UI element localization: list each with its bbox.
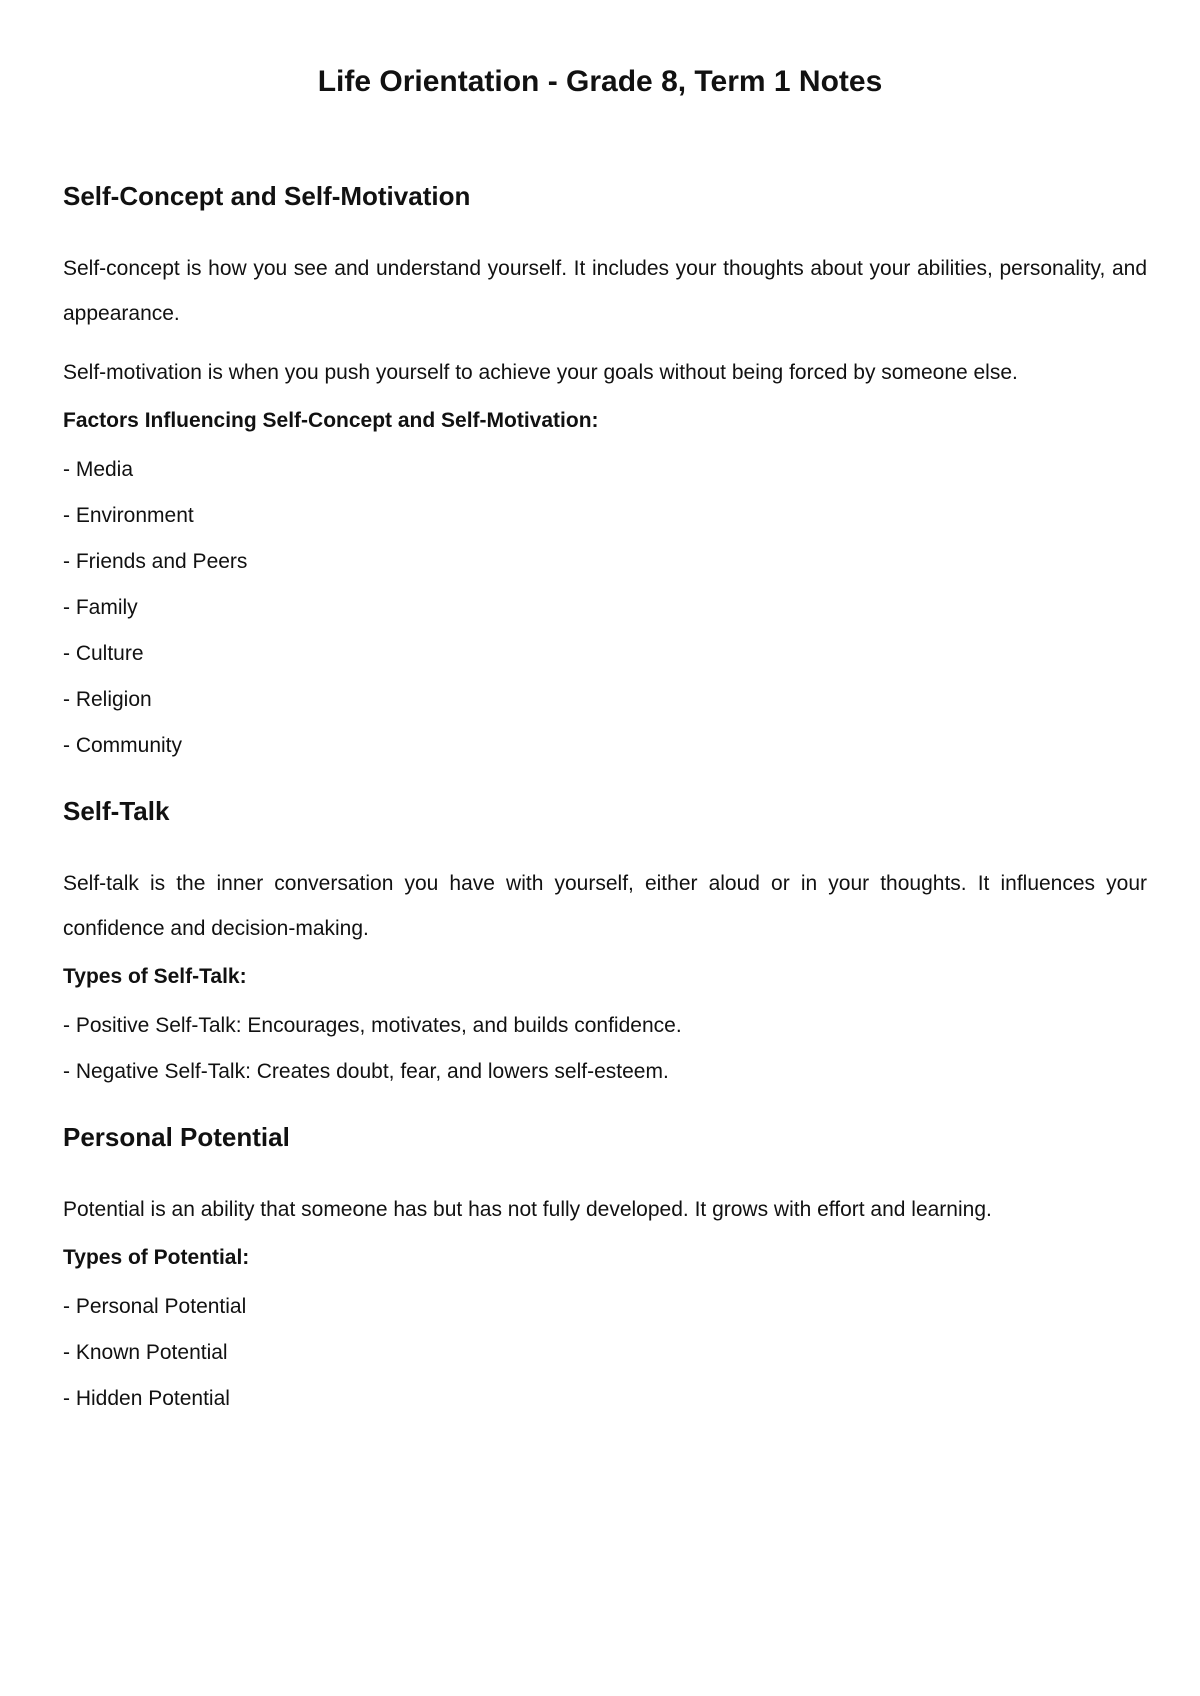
section-heading: Self-Talk [63,796,170,826]
section-heading: Self-Concept and Self-Motivation [63,181,471,211]
list-item: - Personal Potential [63,1295,247,1318]
section-personal-potential [63,1117,1147,1422]
list-heading: Types of Potential: [63,1246,250,1269]
list-item: - Religion [63,688,152,711]
list-item: - Culture [63,642,144,665]
section-self-talk [63,791,1147,1095]
paragraph: Potential is an ability that someone has but has not fully developed. It grows with effort and learning. [63,1198,992,1221]
list-item: - Family [63,596,138,619]
list-item: - Hidden Potential [63,1387,230,1410]
list-item: - Friends and Peers [63,550,248,573]
list-heading: Types of Self-Talk: [63,965,247,988]
document-body [63,176,1147,1454]
section-self-concept [63,176,1147,769]
section-heading: Personal Potential [63,1122,290,1152]
paragraph: Self-concept is how you see and understand yourself. It includes your thoughts about your abilities, personality, and appearance. [63,257,1147,325]
list-heading: Factors Influencing Self-Concept and Self-Motivation: [63,409,599,432]
list-item: - Media [63,458,134,481]
list-item: - Known Potential [63,1341,228,1364]
page-title: Life Orientation - Grade 8, Term 1 Notes [317,65,883,98]
self-talk-types-list [63,1003,1147,1095]
paragraph: Self-motivation is when you push yourself to achieve your goals without being forced by someone else. [63,361,1018,384]
list-item: - Positive Self-Talk: Encourages, motivates, and builds confidence. [63,1014,682,1037]
list-item: - Negative Self-Talk: Creates doubt, fear, and lowers self-esteem. [63,1060,669,1083]
factors-list [63,447,1147,769]
list-item: - Environment [63,504,194,527]
paragraph: Self-talk is the inner conversation you have with yourself, either aloud or in your thoughts. It influences your confidence and decision-making. [63,872,1147,940]
potential-types-list [63,1284,1147,1422]
list-item: - Community [63,734,183,757]
